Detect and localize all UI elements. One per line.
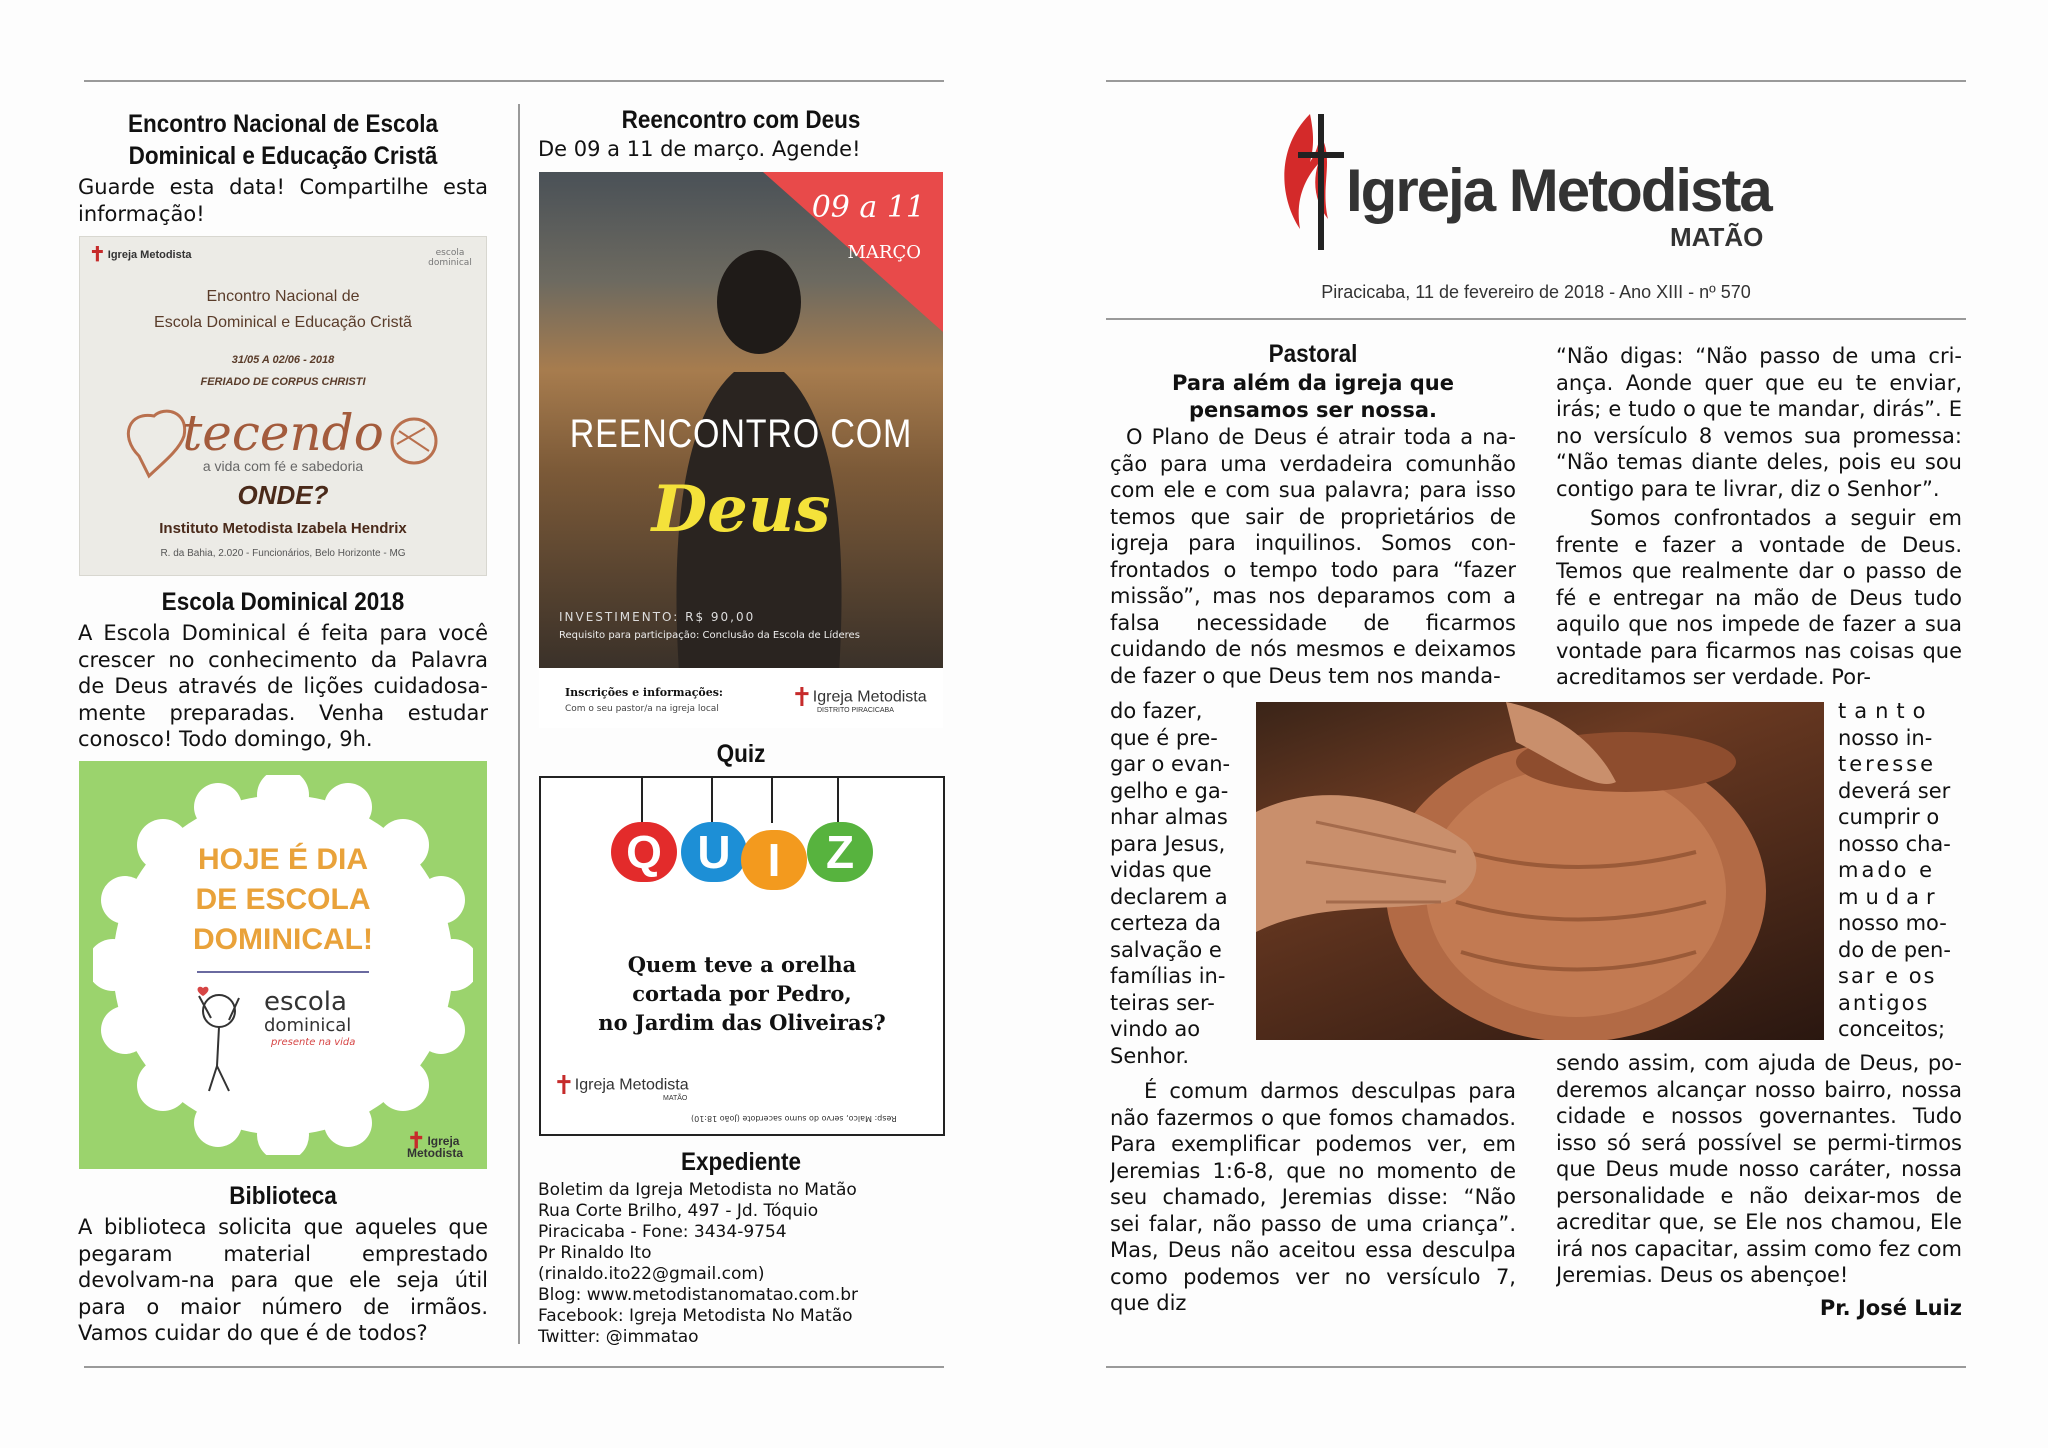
tecendo-script: tecendo xyxy=(182,404,384,462)
quiz-answer-upside-down: Resp: Malco, servo do sumo sacerdote (João 18:10) xyxy=(691,1114,897,1123)
escola-title: Escola Dominical 2018 xyxy=(161,588,405,616)
pottery-photo xyxy=(1256,702,1824,1040)
methodist-logo: ✝ Igreja Metodista xyxy=(89,244,192,266)
expediente-section xyxy=(538,1146,944,1348)
cross-flame-icon: ✝ xyxy=(791,682,813,712)
encontro-text: Guarde esta data! Compartilhe esta informação! xyxy=(78,175,488,226)
pastoral-p1-top: O Plano de Deus é atrair toda a na-ção para uma verdadeira comunhão com ele e com sua palavra; para isso temos que sair de proprietários de igreja para inquilinos. Somos con-frontados o tempo todo para “fazer missão”, mas nos deparamos com a falsa necessidade de ficarmos cuidando de nós mesmos e deixamos de fazer o que Deus tem nos manda- xyxy=(1110,425,1516,688)
poster2-script: Deus xyxy=(651,472,831,547)
dateline: Piracicaba, 11 de fevereiro de 2018 - Ano XIII - nº 570 xyxy=(1321,282,1751,302)
reencontro-logo: ✝Igreja Metodista DISTRITO PIRACICABA xyxy=(791,682,927,714)
top-rule-left xyxy=(84,80,944,82)
poster2-dates: 09 a 11 xyxy=(811,190,925,225)
quiz-question: Quem teve a orelha cortada por Pedro, no Jardim das Oliveiras? xyxy=(598,952,886,1035)
biblioteca-text: A biblioteca solicita que aqueles que pegaram material emprestado devolvam-na para que ele seja útil para o maior número de irmãos. Vamos cuidar do que é de todos? xyxy=(78,1215,488,1345)
reencontro-section xyxy=(538,104,944,163)
pastoral-signature: Pr. José Luiz xyxy=(1819,1296,1962,1320)
pastoral-section-title: Pastoral xyxy=(1268,340,1358,368)
poster-line1: Encontro Nacional de xyxy=(206,288,360,305)
biblioteca-section xyxy=(78,1180,488,1347)
poster-dates: 31/05 A 02/06 - 2018 xyxy=(231,354,335,366)
quiz-card xyxy=(539,776,945,1136)
pastoral-c2-top: “Não digas: “Não passo de uma cri-ança. Aonde quer que eu te enviar, irás; e tudo o que te mandar, dirás”. E no versículo 8 vemos sua promessa: “Não temas diante deles, pois eu sou contigo para te livrar, diz o Senhor”. xyxy=(1556,344,1962,501)
pastoral-c2-p2: Somos confrontados a seguir em frente e fazer a vontade de Deus. Temos que realmente dar o passo de fé e entregar na mão de Deus tudo aquilo que nos impede de fazer a sua vontade para ficarmos nas coisas que acreditamos ser verdade. Por- xyxy=(1556,506,1962,689)
column-divider xyxy=(518,104,520,1344)
encontro-poster xyxy=(79,236,487,576)
poster-onde: ONDE? xyxy=(237,480,329,510)
poster3-brand1: escola xyxy=(264,987,347,1017)
child-figure-illustration xyxy=(189,986,259,1096)
masthead-title: Igreja Metodista xyxy=(1346,157,1771,224)
quiz-letter-i: I xyxy=(741,830,807,890)
clay-pot-illustration xyxy=(1256,702,1824,1040)
escola-section xyxy=(78,586,488,753)
inscricoes-label: Inscrições e informações: xyxy=(565,686,723,699)
encontro-title: Encontro Nacional de Escola Dominical e Educação Cristã xyxy=(127,110,439,170)
expediente-title: Expediente xyxy=(680,1148,802,1176)
poster3-line3: DOMINICAL! xyxy=(193,923,373,956)
bottom-rule-left xyxy=(84,1366,944,1368)
pastoral-article-title: Para além da igreja que pensamos ser nossa. xyxy=(1172,371,1454,422)
quiz-title: Quiz xyxy=(716,740,766,768)
pastoral-p1-narrow: do fazer, que é pre- gar o evan- gelho e ga- nhar almas para Jesus, vidas que declarem a certeza da salvação e famílias in- teiras ser- vindo ao Senhor. xyxy=(1110,699,1231,1068)
scalloped-badge xyxy=(93,775,473,1155)
poster-tagline: a vida com fé e sabedoria xyxy=(202,458,364,474)
reencontro-poster xyxy=(539,172,943,668)
pastoral-col1 xyxy=(1110,338,1516,689)
poster3-logo: ✝ Igreja Metodista xyxy=(407,1128,464,1160)
expediente-info: Boletim da Igreja Metodista no Matão Rua Corte Brilho, 497 - Jd. Tóquio Piracicaba - Fone: 3434-9754 Pr Rinaldo Ito (rinaldo.ito22@gmail.com) Blog: www.metodistanomatao.com.br Facebook: Igreja Metodista No Matão Twitter: @immatao xyxy=(538,1180,859,1347)
poster2-requirement: Requisito para participação: Conclusão da Escola de Líderes xyxy=(559,630,860,641)
poster3-line1: HOJE É DIA xyxy=(197,843,369,876)
pastoral-p2: É comum darmos desculpas para não fazermos o que fomos chamados. Para exemplificar podemos ver, em Jeremias 1:6-8, que no momento de seu chamado, Jeremias disse: “Não sei falar, não passo de uma criança”. Mas, Deus não aceitou essa desculpa como podemos ver no versículo 7, que diz xyxy=(1110,1079,1516,1315)
poster-address: R. da Bahia, 2.020 - Funcionários, Belo Horizonte - MG xyxy=(160,548,406,559)
biblioteca-title: Biblioteca xyxy=(229,1182,337,1210)
quiz-letter-q: Q xyxy=(611,822,677,882)
inscricoes-sub: Com o seu pastor/a na igreja local xyxy=(565,704,719,714)
poster3-brand2: dominical xyxy=(264,1015,352,1036)
masthead xyxy=(1280,104,1780,264)
quiz-letter-z: Z xyxy=(807,822,873,882)
escola-text: A Escola Dominical é feita para você crescer no conhecimento da Palavra de Deus através de lições cuidadosa-mente preparadas. Venha estudar conosco! Todo domingo, 9h. xyxy=(78,621,488,751)
cross-flame-icon: ✝ xyxy=(553,1070,575,1100)
pastoral-c2-narrow: tanto nosso in- teresse deverá ser cumprir o nosso cha- mado e mudar nosso mo- do de pen- sar e os antigos conceitos; xyxy=(1838,699,1951,1041)
cross-flame-logo-icon xyxy=(1280,104,1350,254)
reencontro-subtitle: De 09 a 11 de março. Agende! xyxy=(538,137,861,161)
poster3-brand3: presente na vida xyxy=(271,1037,356,1048)
poster-holiday: FERIADO DE CORPUS CHRISTI xyxy=(200,376,366,388)
masthead-subtitle: MATÃO xyxy=(1670,222,1764,252)
bottom-rule-right xyxy=(1106,1366,1966,1368)
poster-institute: Instituto Metodista Izabela Hendrix xyxy=(159,520,407,537)
reencontro-title: Reencontro com Deus xyxy=(621,106,861,134)
encontro-section xyxy=(78,108,488,227)
quiz-logo: ✝Igreja Metodista MATÃO xyxy=(553,1070,689,1102)
poster3-divider xyxy=(197,971,369,973)
quiz-letter-u: U xyxy=(681,822,747,882)
pastoral-c2-bottom: sendo assim, com ajuda de Deus, po-deremos alcançar nosso bairro, nossa cidade e nossos governantes. Tudo isso só será possível se permi-tirmos que Deus mude nosso caráter, nossa personalidade e não deixar-mos de acreditar que, se Ele nos chamou, Ele irá nos capacitar, assim como fez com Jeremias. Deus os abençoe! xyxy=(1556,1051,1962,1287)
top-rule-right xyxy=(1106,80,1966,82)
poster2-month: MARÇO xyxy=(847,242,921,263)
poster-line2: Escola Dominical e Educação Cristã xyxy=(154,314,412,331)
masthead-rule xyxy=(1106,318,1966,320)
escola-poster xyxy=(79,761,487,1169)
reencontro-footer xyxy=(539,668,943,728)
poster2-headline: REENCONTRO COM xyxy=(569,412,913,456)
escola-dominical-corner-logo: escola dominical xyxy=(428,248,472,268)
quiz-strings xyxy=(541,778,943,838)
poster2-investment: INVESTIMENTO: R$ 90,00 xyxy=(559,610,756,624)
poster3-line2: DE ESCOLA xyxy=(195,883,371,916)
